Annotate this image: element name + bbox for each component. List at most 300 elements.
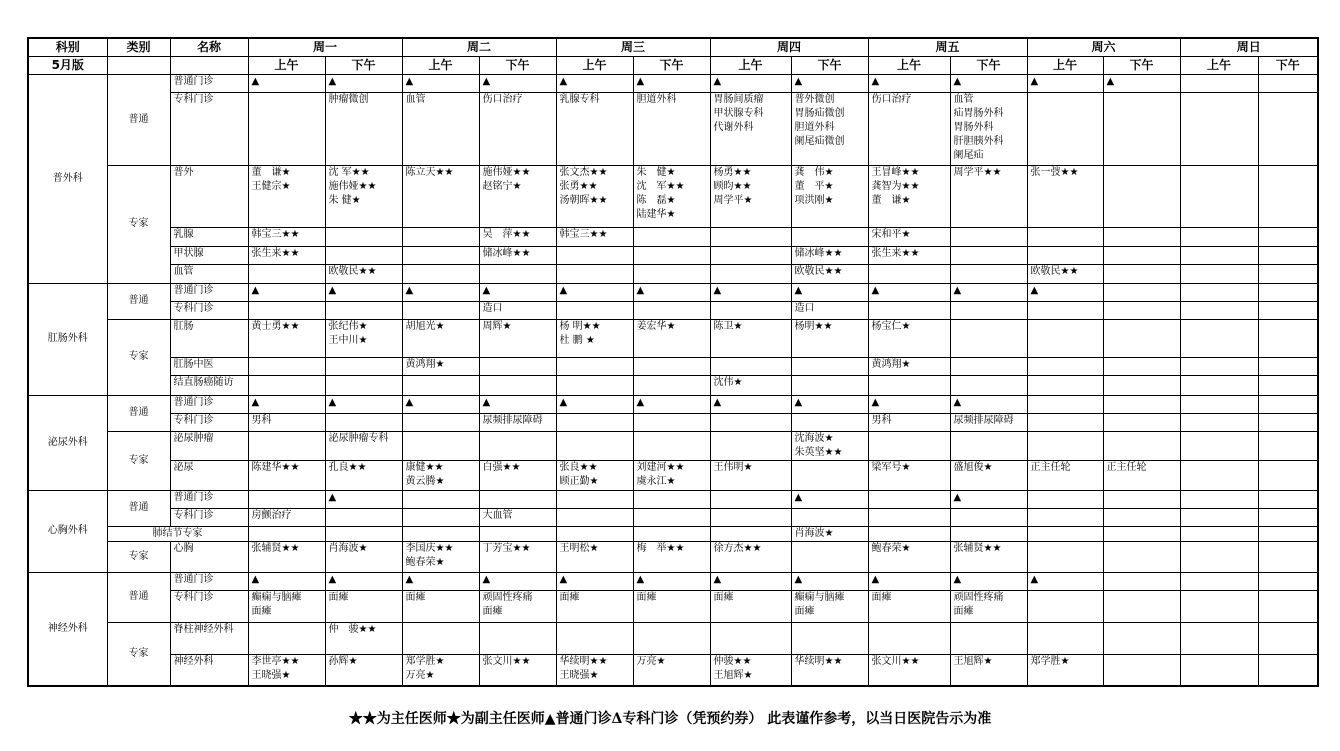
schedule-cell <box>868 622 950 654</box>
schedule-cell <box>556 413 633 431</box>
schedule-cell <box>633 375 710 395</box>
schedule-cell <box>791 227 868 246</box>
schedule-cell <box>556 375 633 395</box>
schedule-cell: 伤口治疗 <box>868 92 950 165</box>
schedule-cell <box>556 526 633 541</box>
header-leibie: 类别 <box>107 38 170 56</box>
schedule-cell <box>1258 283 1318 301</box>
schedule-cell <box>1180 283 1258 301</box>
header-blank <box>107 56 170 74</box>
schedule-cell: ▲ <box>710 74 791 92</box>
schedule-cell: ▲ <box>556 74 633 92</box>
schedule-cell: ▲ <box>791 572 868 590</box>
clinic-name: 专科门诊 <box>170 508 248 526</box>
header-blank <box>170 56 248 74</box>
schedule-cell <box>950 227 1027 246</box>
schedule-cell: 张纪伟★ 王中川★ <box>325 319 402 357</box>
clinic-name: 专科门诊 <box>170 92 248 165</box>
schedule-cell: 房颤治疗 <box>248 508 325 526</box>
schedule-cell: 王伟明★ <box>710 460 791 490</box>
schedule-cell <box>325 413 402 431</box>
schedule-cell <box>1180 431 1258 460</box>
schedule-cell: 正主任轮 <box>1103 460 1180 490</box>
schedule-cell <box>1027 526 1103 541</box>
category-label: 专家 <box>107 431 170 490</box>
schedule-cell: 面瘫 <box>633 590 710 622</box>
header-day: 周三 <box>556 38 710 56</box>
table-row <box>28 301 1318 319</box>
clinic-name: 普通门诊 <box>170 74 248 92</box>
schedule-cell <box>950 319 1027 357</box>
schedule-cell <box>1103 654 1180 686</box>
schedule-cell: ▲ <box>479 283 556 301</box>
schedule-cell <box>402 264 479 283</box>
schedule-cell <box>710 622 791 654</box>
schedule-cell <box>710 357 791 375</box>
department-name: 肛肠外科 <box>28 283 107 395</box>
schedule-cell: 癫痫与脑瘫 面瘫 <box>791 590 868 622</box>
schedule-cell <box>248 490 325 508</box>
schedule-cell: 造口 <box>479 301 556 319</box>
schedule-table <box>27 37 1319 687</box>
category-label: 普通 <box>107 283 170 319</box>
schedule-cell <box>950 301 1027 319</box>
schedule-cell <box>633 622 710 654</box>
schedule-cell <box>479 526 556 541</box>
schedule-cell <box>1258 375 1318 395</box>
schedule-cell: 储冰峰★★ <box>791 246 868 264</box>
schedule-cell <box>1027 490 1103 508</box>
schedule-cell <box>1180 460 1258 490</box>
schedule-cell <box>1027 92 1103 165</box>
schedule-cell: 顽固性疼痛 面瘫 <box>479 590 556 622</box>
schedule-cell <box>1180 526 1258 541</box>
schedule-cell <box>1103 526 1180 541</box>
schedule-cell: 吴 萍★★ <box>479 227 556 246</box>
category-label: 普通 <box>107 490 170 526</box>
table-row <box>28 413 1318 431</box>
schedule-cell <box>556 301 633 319</box>
schedule-cell <box>1180 508 1258 526</box>
schedule-cell <box>402 622 479 654</box>
schedule-cell <box>479 431 556 460</box>
schedule-cell <box>556 264 633 283</box>
schedule-cell: 仲骏★★ 王旭辉★ <box>710 654 791 686</box>
schedule-cell <box>325 508 402 526</box>
schedule-cell: 癫痫与脑瘫 面瘫 <box>248 590 325 622</box>
clinic-name: 甲状腺 <box>170 246 248 264</box>
schedule-cell <box>1258 357 1318 375</box>
schedule-cell: ▲ <box>402 572 479 590</box>
schedule-cell <box>556 357 633 375</box>
schedule-cell <box>556 622 633 654</box>
clinic-name: 结直肠癌随访 <box>170 375 248 395</box>
schedule-cell <box>1180 541 1258 572</box>
schedule-cell: 张文杰★★ 张勇★★ 汤朝晖★★ <box>556 165 633 227</box>
schedule-cell <box>710 526 791 541</box>
header-am: 上午 <box>1027 56 1103 74</box>
schedule-cell <box>402 375 479 395</box>
schedule-cell <box>1103 227 1180 246</box>
schedule-cell <box>1103 541 1180 572</box>
schedule-cell <box>1180 301 1258 319</box>
schedule-cell: 面瘫 <box>325 590 402 622</box>
header-day: 周四 <box>710 38 868 56</box>
header-am: 上午 <box>248 56 325 74</box>
schedule-cell <box>1027 357 1103 375</box>
schedule-cell <box>479 357 556 375</box>
department-name: 泌尿外科 <box>28 395 107 490</box>
schedule-cell: 朱 健★ 沈 军★★ 陈 磊★ 陆建华★ <box>633 165 710 227</box>
clinic-name: 乳腺 <box>170 227 248 246</box>
schedule-cell: 韩宝三★★ <box>556 227 633 246</box>
table-row <box>28 283 1318 301</box>
schedule-cell: ▲ <box>950 490 1027 508</box>
header-day: 周五 <box>868 38 1027 56</box>
schedule-cell <box>791 541 868 572</box>
schedule-cell: ▲ <box>248 395 325 413</box>
schedule-cell: 张生来★★ <box>868 246 950 264</box>
schedule-cell: ▲ <box>710 572 791 590</box>
clinic-name: 普通门诊 <box>170 572 248 590</box>
schedule-cell: ▲ <box>791 490 868 508</box>
schedule-cell: ▲ <box>556 572 633 590</box>
schedule-cell: 沈伟★ <box>710 375 791 395</box>
schedule-cell: ▲ <box>633 395 710 413</box>
clinic-name: 肛肠中医 <box>170 357 248 375</box>
schedule-cell: ▲ <box>950 283 1027 301</box>
header-am: 上午 <box>556 56 633 74</box>
schedule-cell <box>325 227 402 246</box>
schedule-cell <box>950 508 1027 526</box>
schedule-cell: 郑学胜★ <box>1027 654 1103 686</box>
schedule-cell <box>791 508 868 526</box>
schedule-cell: 欧敬民★★ <box>325 264 402 283</box>
schedule-cell <box>1103 246 1180 264</box>
clinic-name: 血管 <box>170 264 248 283</box>
schedule-cell: 血管 <box>402 92 479 165</box>
header-day: 周二 <box>402 38 556 56</box>
schedule-cell <box>633 413 710 431</box>
table-row <box>28 508 1318 526</box>
department-name: 普外科 <box>28 74 107 283</box>
schedule-cell <box>710 301 791 319</box>
schedule-cell: 王旭辉★ <box>950 654 1027 686</box>
schedule-cell <box>556 508 633 526</box>
schedule-cell <box>1027 622 1103 654</box>
schedule-cell <box>950 246 1027 264</box>
schedule-cell: 男科 <box>868 413 950 431</box>
schedule-cell <box>1258 526 1318 541</box>
header-day: 周一 <box>248 38 402 56</box>
schedule-cell <box>1258 165 1318 227</box>
schedule-cell: 尿频排尿障碍 <box>479 413 556 431</box>
schedule-cell: 杨 明★★ 杜 鹏 ★ <box>556 319 633 357</box>
schedule-cell <box>402 431 479 460</box>
schedule-cell: 欧敬民★★ <box>791 264 868 283</box>
clinic-name: 普通门诊 <box>170 395 248 413</box>
schedule-cell <box>1103 283 1180 301</box>
schedule-cell <box>248 375 325 395</box>
schedule-cell: ▲ <box>710 283 791 301</box>
schedule-cell: ▲ <box>479 74 556 92</box>
schedule-cell <box>633 246 710 264</box>
schedule-cell <box>710 431 791 460</box>
schedule-cell <box>1180 590 1258 622</box>
schedule-cell <box>633 357 710 375</box>
schedule-cell <box>1180 92 1258 165</box>
schedule-cell <box>1027 431 1103 460</box>
schedule-cell <box>1180 74 1258 92</box>
schedule-cell <box>1027 413 1103 431</box>
schedule-cell <box>710 264 791 283</box>
schedule-cell: 面瘫 <box>402 590 479 622</box>
header-am: 上午 <box>868 56 950 74</box>
table-row <box>28 622 1318 654</box>
schedule-cell <box>1027 395 1103 413</box>
schedule-cell: ▲ <box>868 572 950 590</box>
schedule-cell <box>1258 572 1318 590</box>
schedule-cell: 陈立天★★ <box>402 165 479 227</box>
schedule-cell: 张一弢★★ <box>1027 165 1103 227</box>
schedule-cell <box>710 490 791 508</box>
schedule-cell <box>791 357 868 375</box>
schedule-cell <box>633 490 710 508</box>
schedule-cell <box>1180 395 1258 413</box>
schedule-cell: 华续明★★ <box>791 654 868 686</box>
schedule-cell: ▲ <box>248 283 325 301</box>
schedule-cell <box>1103 431 1180 460</box>
category-label: 专家 <box>107 319 170 395</box>
schedule-cell: 姜宏华★ <box>633 319 710 357</box>
schedule-cell: ▲ <box>1027 572 1103 590</box>
schedule-cell: 陈建华★★ <box>248 460 325 490</box>
schedule-cell: ▲ <box>791 74 868 92</box>
schedule-cell <box>1103 490 1180 508</box>
schedule-cell <box>1103 508 1180 526</box>
header-am: 上午 <box>402 56 479 74</box>
schedule-cell: 丁芳宝★★ <box>479 541 556 572</box>
category-label: 专家 <box>107 541 170 572</box>
schedule-cell: ▲ <box>1027 283 1103 301</box>
schedule-cell: 普外微创 胃肠疝微创 胆道外科 阑尾疝微创 <box>791 92 868 165</box>
schedule-cell: 陈卫★ <box>710 319 791 357</box>
schedule-cell: 面瘫 <box>710 590 791 622</box>
schedule-cell <box>1103 375 1180 395</box>
schedule-cell: 张文川★★ <box>868 654 950 686</box>
schedule-cell <box>1258 319 1318 357</box>
schedule-cell <box>868 508 950 526</box>
schedule-cell <box>1103 165 1180 227</box>
schedule-cell <box>325 246 402 264</box>
schedule-cell <box>402 526 479 541</box>
schedule-cell: 黄鸿翔★ <box>868 357 950 375</box>
category-label: 专家 <box>107 165 170 283</box>
schedule-cell <box>950 357 1027 375</box>
schedule-cell <box>1027 227 1103 246</box>
schedule-cell: ▲ <box>950 395 1027 413</box>
schedule-cell <box>868 301 950 319</box>
schedule-cell: 鲍春荣★ <box>868 541 950 572</box>
schedule-cell <box>1258 395 1318 413</box>
header-pm: 下午 <box>791 56 868 74</box>
schedule-cell <box>710 508 791 526</box>
table-row <box>28 572 1318 590</box>
schedule-cell <box>710 246 791 264</box>
schedule-cell: 仲 骏★★ <box>325 622 402 654</box>
schedule-cell <box>1103 395 1180 413</box>
schedule-cell: 胡旭光★ <box>402 319 479 357</box>
schedule-cell <box>402 413 479 431</box>
schedule-cell <box>950 375 1027 395</box>
schedule-cell <box>248 526 325 541</box>
schedule-cell <box>633 227 710 246</box>
schedule-cell <box>868 431 950 460</box>
schedule-cell <box>633 431 710 460</box>
table-row <box>28 74 1318 92</box>
schedule-cell <box>1258 227 1318 246</box>
schedule-cell <box>633 301 710 319</box>
schedule-cell: 李国庆★★ 鲍春荣★ <box>402 541 479 572</box>
schedule-cell: ▲ <box>556 395 633 413</box>
schedule-cell <box>556 490 633 508</box>
schedule-cell <box>556 431 633 460</box>
schedule-cell <box>633 508 710 526</box>
schedule-cell <box>479 375 556 395</box>
schedule-cell: 宋和平★ <box>868 227 950 246</box>
schedule-cell: 胆道外科 <box>633 92 710 165</box>
schedule-cell <box>1027 246 1103 264</box>
schedule-cell: 肖海波★ <box>791 526 868 541</box>
schedule-cell: 造口 <box>791 301 868 319</box>
header-am: 上午 <box>1180 56 1258 74</box>
header-pm: 下午 <box>633 56 710 74</box>
schedule-cell <box>1258 413 1318 431</box>
schedule-cell: 男科 <box>248 413 325 431</box>
schedule-cell: ▲ <box>248 74 325 92</box>
schedule-cell <box>1103 92 1180 165</box>
schedule-cell: ▲ <box>325 572 402 590</box>
table-row <box>28 357 1318 375</box>
schedule-cell <box>325 526 402 541</box>
schedule-cell: 徐方杰★★ <box>710 541 791 572</box>
schedule-cell <box>1258 74 1318 92</box>
clinic-name: 肛肠 <box>170 319 248 357</box>
schedule-cell: 张辅贤★★ <box>950 541 1027 572</box>
header-am: 上午 <box>710 56 791 74</box>
schedule-cell <box>1027 508 1103 526</box>
header-pm: 下午 <box>950 56 1027 74</box>
schedule-cell: 黄士勇★★ <box>248 319 325 357</box>
category-label: 专家 <box>107 622 170 686</box>
schedule-cell: ▲ <box>868 74 950 92</box>
schedule-cell: 正主任轮 <box>1027 460 1103 490</box>
header-pm: 下午 <box>479 56 556 74</box>
clinic-name: 专科门诊 <box>170 590 248 622</box>
schedule-cell: 李世亭★★ 王晓强★ <box>248 654 325 686</box>
schedule-cell <box>402 227 479 246</box>
schedule-cell <box>1180 375 1258 395</box>
schedule-cell: 沈海波★ 朱英坚★★ <box>791 431 868 460</box>
category-label: 普通 <box>107 395 170 431</box>
table-row <box>28 490 1318 508</box>
schedule-cell: 盛旭俊★ <box>950 460 1027 490</box>
table-row <box>28 526 1318 541</box>
schedule-cell: 施伟娅★★ 赵铭宁★ <box>479 165 556 227</box>
schedule-cell <box>325 357 402 375</box>
schedule-cell <box>1180 654 1258 686</box>
header-day: 周日 <box>1180 38 1318 56</box>
clinic-name: 心胸 <box>170 541 248 572</box>
clinic-name: 脊柱神经外科 <box>170 622 248 654</box>
schedule-cell <box>1180 357 1258 375</box>
schedule-cell: 肖海波★ <box>325 541 402 572</box>
schedule-cell: 面瘫 <box>556 590 633 622</box>
clinic-name: 专科门诊 <box>170 413 248 431</box>
schedule-cell: 康健★★ 黄云腾★ <box>402 460 479 490</box>
schedule-cell: 肿瘤微创 <box>325 92 402 165</box>
header-pm: 下午 <box>325 56 402 74</box>
schedule-cell: 孔良★★ <box>325 460 402 490</box>
schedule-cell: ▲ <box>402 74 479 92</box>
schedule-cell <box>1258 246 1318 264</box>
schedule-cell <box>248 301 325 319</box>
schedule-cell <box>402 246 479 264</box>
schedule-cell <box>1180 264 1258 283</box>
schedule-cell: 杨明★★ <box>791 319 868 357</box>
schedule-cell: ▲ <box>325 490 402 508</box>
schedule-cell <box>1027 301 1103 319</box>
schedule-cell: ▲ <box>325 395 402 413</box>
category-label: 普通 <box>107 572 170 622</box>
schedule-cell: 张辅贤★★ <box>248 541 325 572</box>
department-name: 心胸外科 <box>28 490 107 572</box>
schedule-cell <box>868 264 950 283</box>
clinic-name: 泌尿 <box>170 460 248 490</box>
schedule-cell: 沈 军★★ 施伟娅★★ 朱 健★ <box>325 165 402 227</box>
schedule-cell: 周学平★★ <box>950 165 1027 227</box>
schedule-cell <box>1027 375 1103 395</box>
table-row <box>28 431 1318 460</box>
schedule-cell <box>248 264 325 283</box>
schedule-cell: ▲ <box>556 283 633 301</box>
schedule-cell: 乳腺专科 <box>556 92 633 165</box>
clinic-name: 神经外科 <box>170 654 248 686</box>
clinic-name: 普通门诊 <box>170 283 248 301</box>
schedule-cell: 张生来★★ <box>248 246 325 264</box>
schedule-cell: 顽固性疼痛 面瘫 <box>950 590 1027 622</box>
table-row <box>28 264 1318 283</box>
schedule-cell <box>950 526 1027 541</box>
schedule-cell: ▲ <box>633 74 710 92</box>
schedule-cell <box>325 375 402 395</box>
schedule-cell <box>1180 227 1258 246</box>
table-row <box>28 375 1318 395</box>
schedule-cell <box>1103 413 1180 431</box>
schedule-cell: ▲ <box>325 283 402 301</box>
schedule-cell <box>325 301 402 319</box>
schedule-cell <box>1180 413 1258 431</box>
schedule-cell: ▲ <box>950 74 1027 92</box>
schedule-cell <box>248 357 325 375</box>
schedule-cell <box>1258 92 1318 165</box>
schedule-cell <box>1103 357 1180 375</box>
schedule-cell <box>1180 622 1258 654</box>
schedule-cell <box>1180 165 1258 227</box>
schedule-cell <box>1258 508 1318 526</box>
schedule-cell: 梁军号★ <box>868 460 950 490</box>
schedule-cell <box>791 622 868 654</box>
